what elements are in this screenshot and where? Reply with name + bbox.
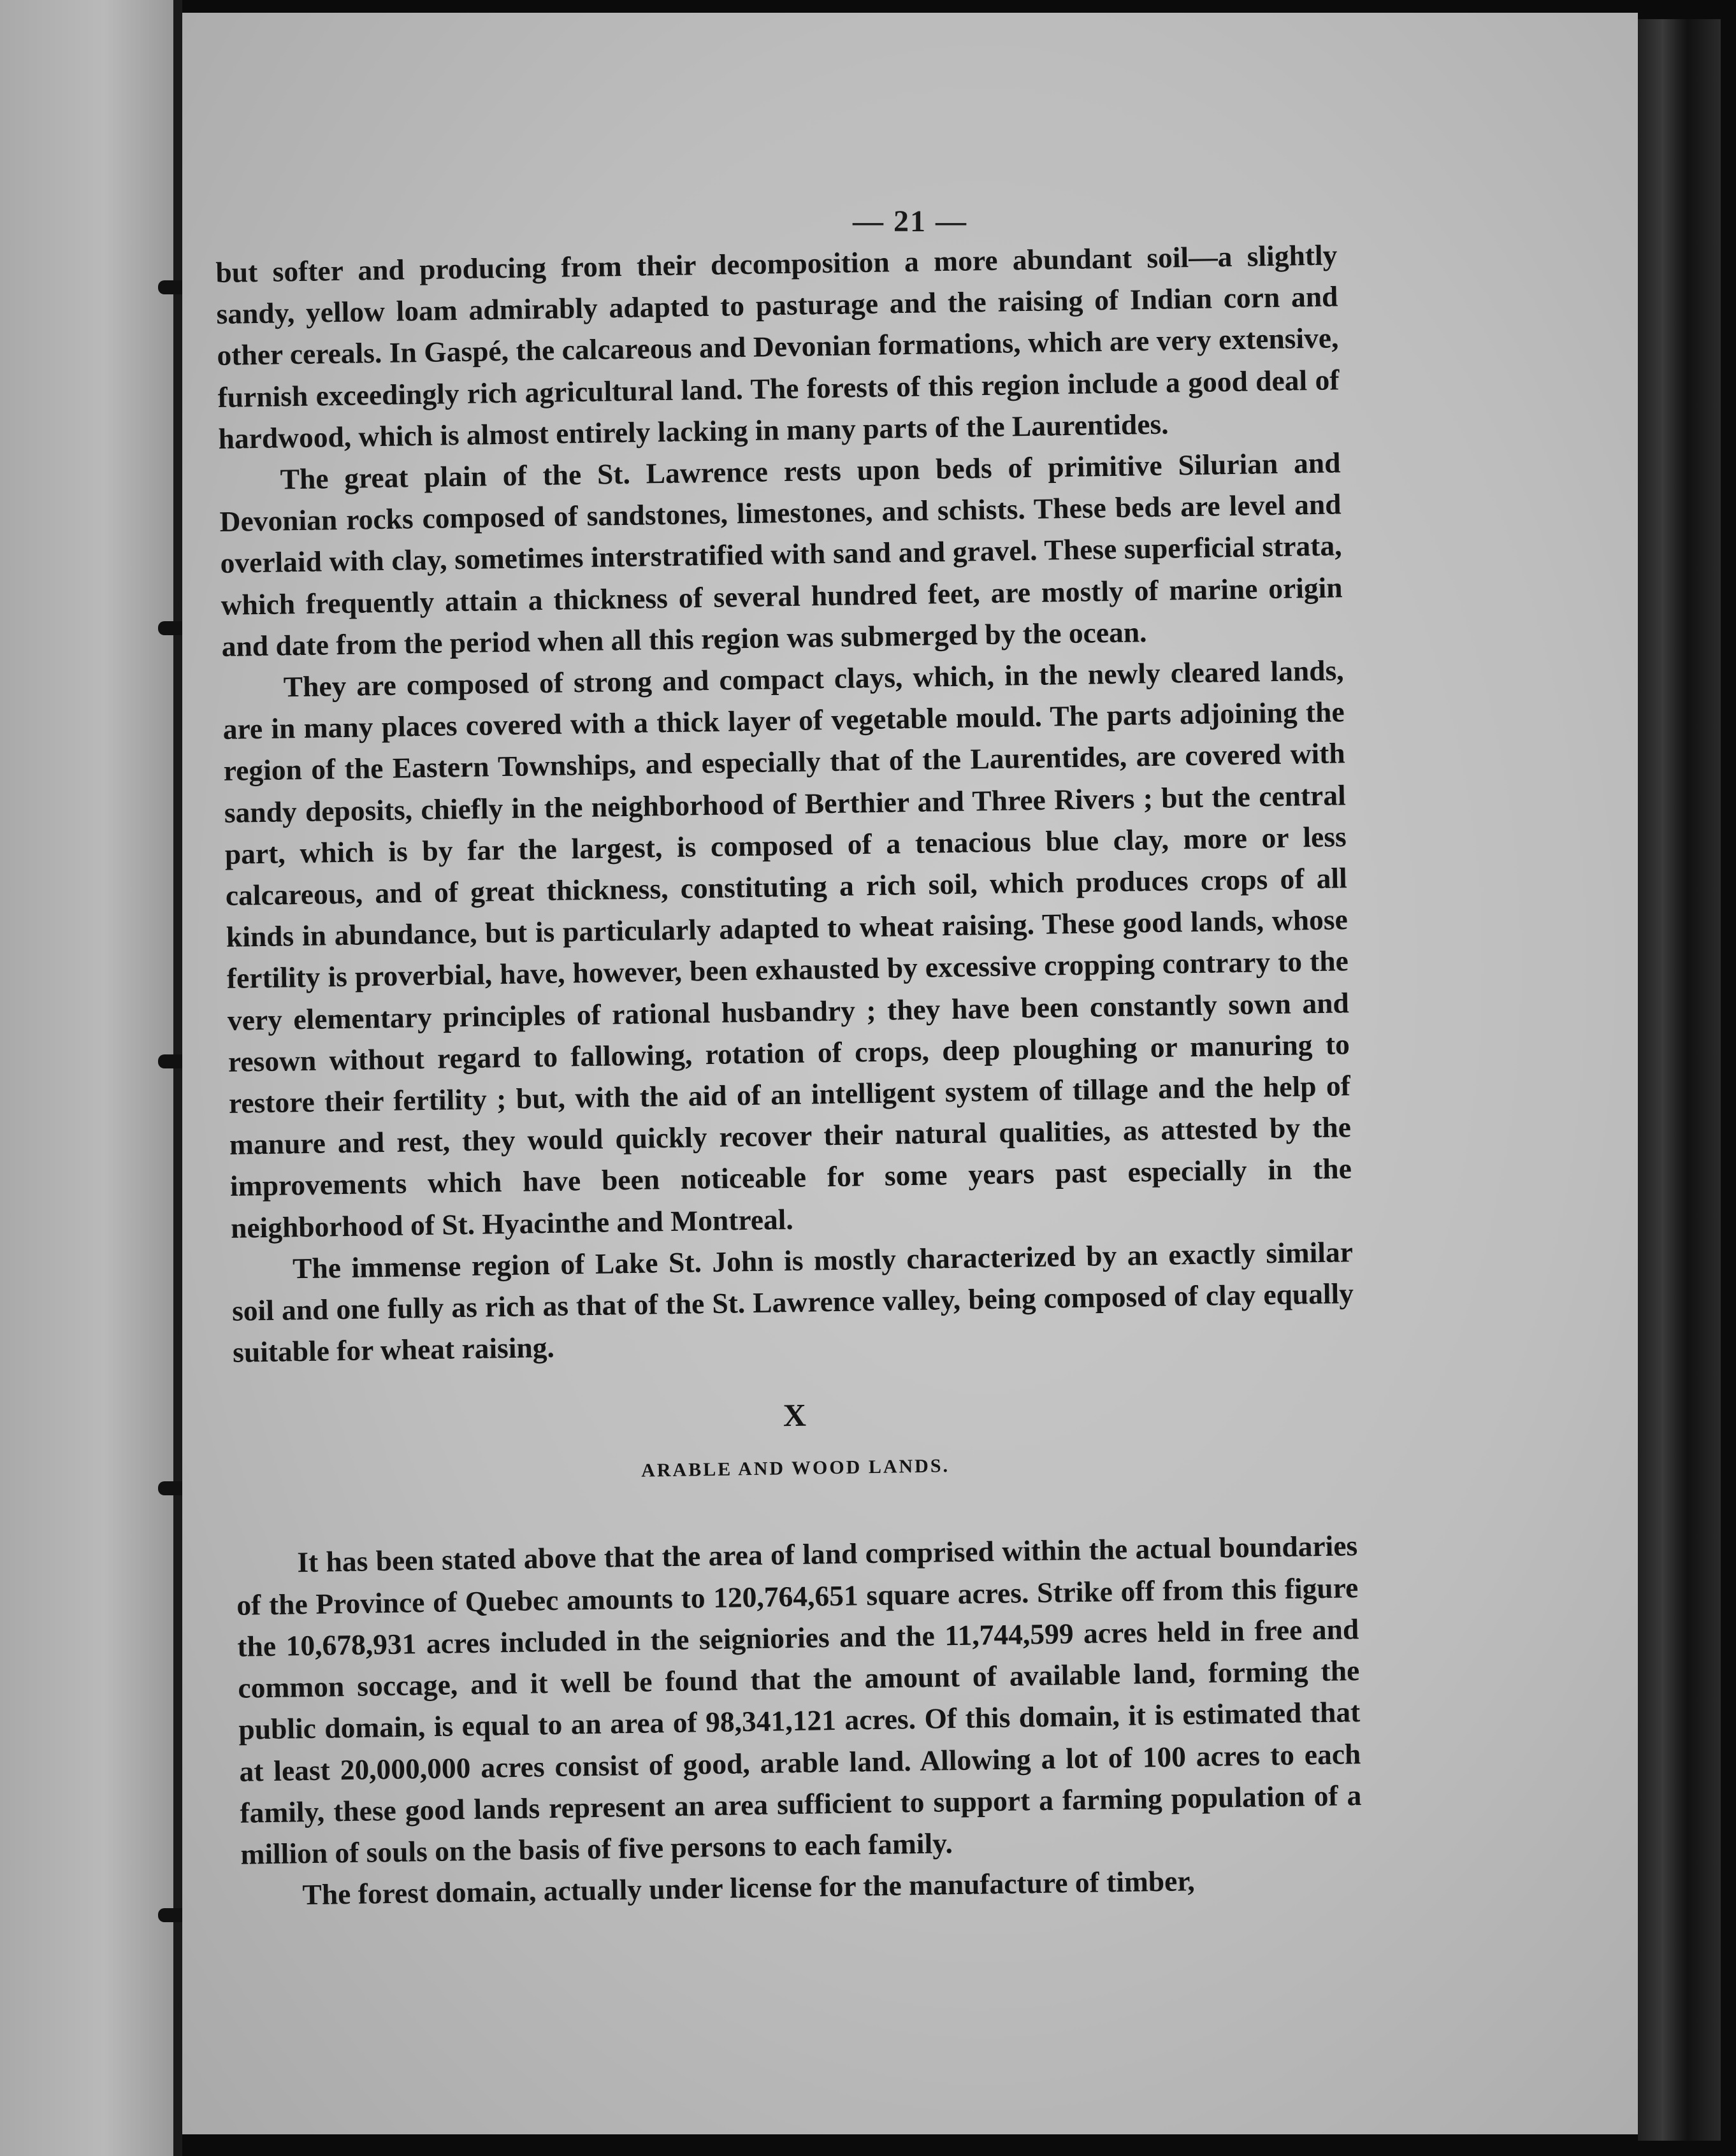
paragraph: The immense region of Lake St. John is mostly characterized by an exactly similar soil and one fully as rich as that of the St. Lawrence valley, being composed of clay equally suitable for wheat raising. (231, 1235, 1354, 1369)
section-title: ARABLE AND WOOD LANDS. (640, 1455, 950, 1482)
binding-gutter (173, 0, 182, 2156)
body-text (215, 234, 1363, 1916)
page-stack-edge (1638, 19, 1721, 2141)
paragraph: but softer and producing from their decomposition a more abundant soil—a slightly sandy, yellow loam admirably adapted to pasturage and the raising of Indian corn and other cereals. In Gaspé, the calcareous and Devonian formations, which are very extensive, furnish exceedingly rich agricultural land. The forests of this region include a good deal of hardwood, which is almost entirely lacking in many parts of the Laurentides. (215, 238, 1340, 455)
paragraph: It has been stated above that the area of land comprised within the actual boundaries of the Province of Quebec amounts to 120,764,651 square acres. Strike off from this figure the 10,678,931 acres included in the seigniories and the 11,744,599 acres held in free and common soccage, and it well be found that the amount of available land, forming the public domain, is equal to an area of 98,341,121 acres. Of this domain, it is estimated that at least 20,000,000 acres consist of good, arable land. Allowing a lot of 100 acres to each family, these good lands represent an area sufficient to support a farming population of a million of souls on the basis of five persons to each family. (236, 1529, 1362, 1871)
page-number: — 21 — (853, 205, 967, 238)
section-numeral: X (783, 1397, 807, 1434)
facing-page-edge (0, 0, 173, 2156)
paragraph: The great plain of the St. Lawrence rests upon beds of primitive Silurian and Devonian rocks composed of sandstones, limestones, and schists. These beds are level and overlaid with clay, sometimes interstratified with sand and gravel. These superficial strata, which frequently attain a thickness of several hundred feet, are mostly of marine origin and date from the period when all this region was submerged by the ocean. (219, 446, 1343, 663)
paragraph: They are composed of strong and compact clays, which, in the newly cleared lands, are in many places covered with a thick layer of vegetable mould. The parts adjoining the region of the Eastern Townships, and especially that of the Laurentides, are covered with sandy deposits, chiefly in the neighborhood of Berthier and Three Rivers ; but the central part, which is by far the largest, is composed of a tenacious blue clay, more or less calcareous, and of great thickness, constituting a rich soil, which produces crops of all kinds in abundance, but is particularly adapted to wheat raising. These good lands, whose fertility is proverbial, have, however, been exhausted by excessive cropping contrary to the very elementary principles of rational husbandry ; they have been constantly sown and resown without regard to fallowing, rotation of crops, deep ploughing or manuring to restore their fertility ; but, with the aid of an intelligent system of tillage and the help of manure and rest, they would quickly recover their natural qualities, as attested by the improvements which have been noticeable for some years past especially in the neighborhood of St. Hyacinthe and Montreal. (222, 654, 1352, 1244)
paragraph: The forest domain, actually under license for the manufacture of timber, (302, 1864, 1196, 1911)
